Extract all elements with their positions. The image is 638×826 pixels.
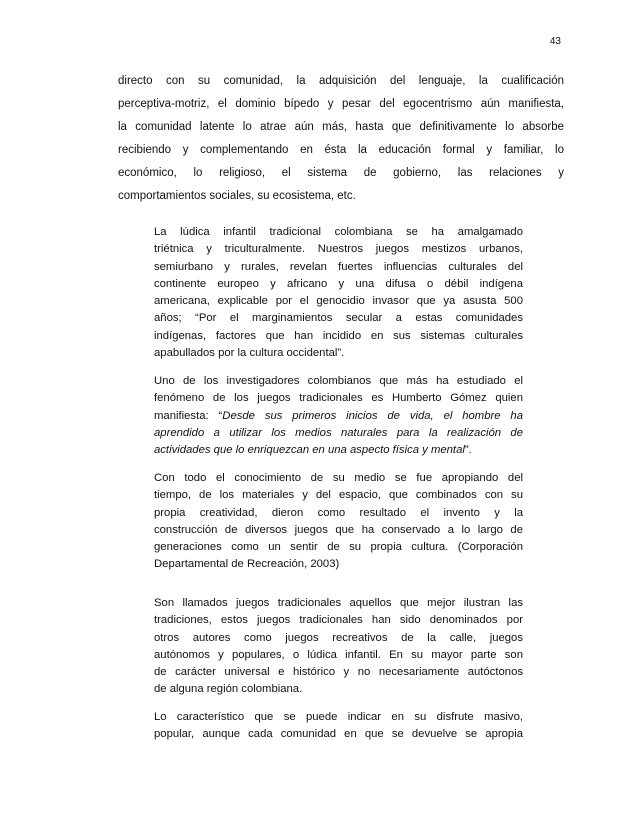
quote-line bbox=[154, 425, 523, 442]
paragraph-line: comportamientos sociales, su ecosistema, etc. bbox=[118, 190, 356, 202]
quote-line: tradiciones, estos juegos tradicionales han sido denominados por bbox=[154, 614, 523, 627]
paragraph-line: directo con su comunidad, la adquisición del lenguaje, la cualificación bbox=[118, 75, 564, 87]
quote-line: fenómeno de los juegos tradicionales es Humberto Gómez quien bbox=[154, 392, 523, 405]
quote-line: Departamental de Recreación, 2003) bbox=[154, 558, 340, 571]
quote-line: autónomos y populares, o lúdica infantil. En su mayor parte son bbox=[154, 648, 523, 661]
quote-line: La lúdica infantil tradicional colombiana se ha amalgamado bbox=[154, 226, 523, 238]
quote-line: indígenas, factores que han incidido en sus sistemas culturales bbox=[154, 329, 523, 342]
quote-line: de alguna región colombiana. bbox=[154, 683, 303, 696]
quote-line bbox=[154, 408, 523, 425]
quote-block-4 bbox=[154, 595, 523, 699]
quote-italic-text: aprendido a utilizar los medios naturales para la realización de bbox=[154, 426, 523, 439]
quote-line: años; “Por el marginamientos secular a estas comunidades bbox=[154, 312, 523, 325]
quote-line: construcción de diversos juegos que ha conservado a lo largo de bbox=[154, 523, 523, 536]
paragraph-line: la comunidad latente lo atrae aún más, hasta que definitivamente lo absorbe bbox=[118, 121, 564, 133]
quote-text: ”. bbox=[464, 444, 472, 457]
quote-block-5 bbox=[154, 709, 523, 744]
paragraph-line: recibiendo y complementando en ésta la educación formal y familiar, lo bbox=[118, 144, 564, 156]
quote-line: americana, explicable por el genocidio invasor que ya asusta 500 bbox=[154, 295, 523, 308]
quote-italic-text: actividades que lo enriquezcan en una aspecto física y mental bbox=[154, 444, 465, 457]
quote-text: manifiesta: “ bbox=[154, 409, 223, 422]
quote-line: tiempo, de los materiales y del espacio, que combinados con su bbox=[154, 489, 523, 502]
quote-block-2 bbox=[154, 373, 523, 459]
quote-block-1 bbox=[154, 224, 523, 362]
quote-line: Lo característico que se puede indicar en su disfrute masivo, bbox=[154, 711, 523, 723]
quote-line: Uno de los investigadores colombianos que más ha estudiado el bbox=[154, 375, 523, 387]
quote-line: popular, aunque cada comunidad en que se devuelve se apropia bbox=[154, 728, 523, 741]
quote-line: continente europeo y africano y una difusa o débil indígena bbox=[154, 277, 523, 290]
quote-line: Con todo el conocimiento de su medio se fue apropiando del bbox=[154, 472, 523, 484]
quote-line: apabullados por la cultura occidental”. bbox=[154, 347, 345, 360]
quote-line: generaciones como un sentir de su propia cultura. (Corporación bbox=[154, 541, 523, 554]
intro-paragraph bbox=[118, 70, 564, 208]
page-number: 43 bbox=[549, 36, 561, 47]
quote-line bbox=[154, 442, 523, 459]
paragraph-line: económico, lo religioso, el sistema de gobierno, las relaciones y bbox=[118, 167, 564, 179]
quote-italic-text: Desde sus primeros inicios de vida, el hombre ha bbox=[222, 409, 523, 422]
quote-line: triétnica y triculturalmente. Nuestros juegos mestizos urbanos, bbox=[154, 243, 523, 256]
quote-line: semiurbano y rurales, revelan fuertes influencias culturales del bbox=[154, 260, 523, 273]
paragraph-line: perceptiva-motriz, el dominio bípedo y pesar del egocentrismo aún manifiesta, bbox=[118, 98, 564, 110]
quote-block-3 bbox=[154, 470, 523, 574]
quote-line: Son llamados juegos tradicionales aquellos que mejor ilustran las bbox=[154, 597, 523, 609]
quote-line: propia creatividad, dieron como resultado el invento y la bbox=[154, 506, 523, 519]
quote-line: otros autores como juegos recreativos de la calle, juegos bbox=[154, 631, 523, 644]
quote-line: de carácter universal e histórico y no necesariamente autóctonos bbox=[154, 666, 523, 679]
